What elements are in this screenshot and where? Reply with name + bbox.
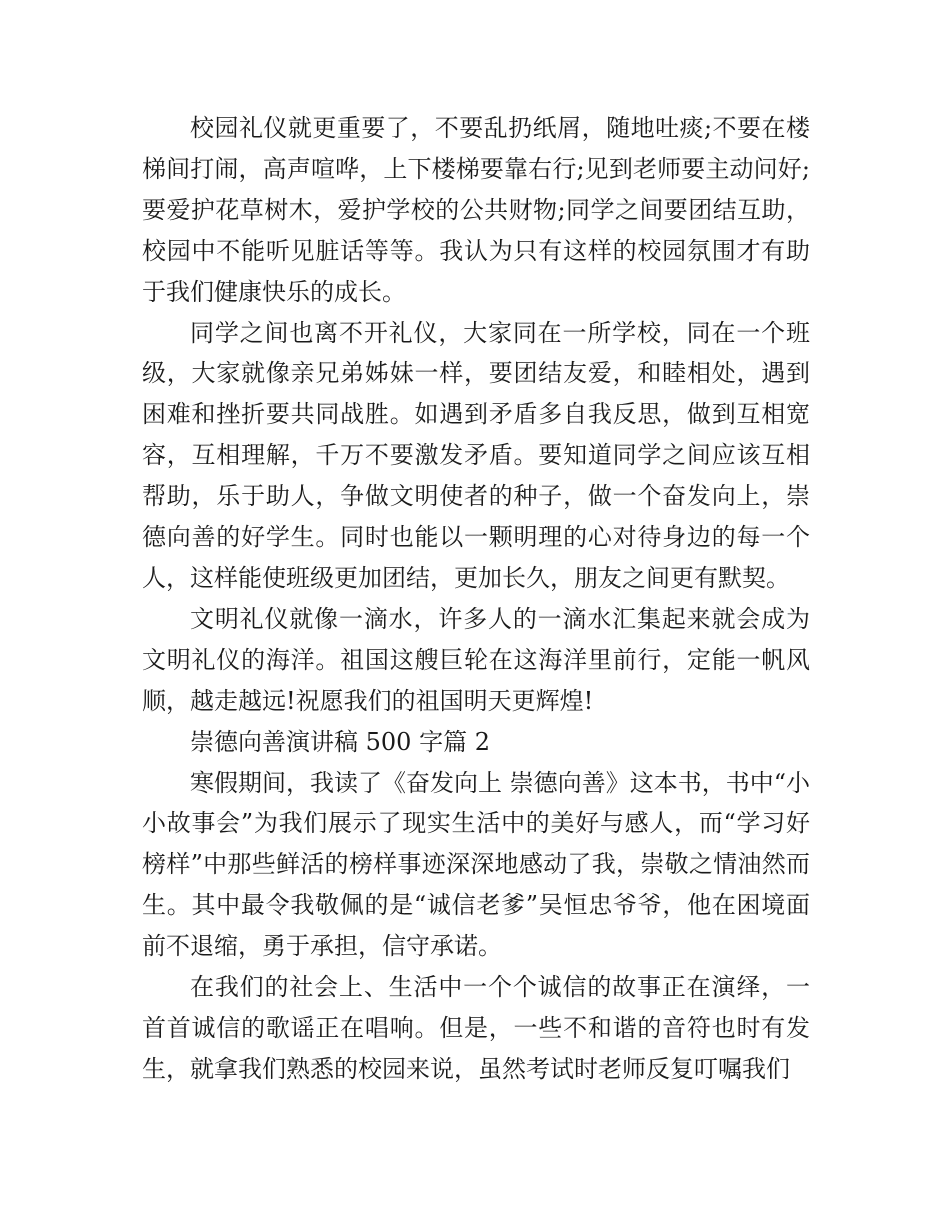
paragraph-winter-reading: 寒假期间，我读了《奋发向上 崇德向善》这本书，书中“小小故事会”为我们展示了现实生活中的美好与感人，而“学习好榜样”中那些鲜活的榜样事迹深深地感动了我，崇敬之情油然而生。其中最令我敬佩的是“诚信老爹”吴恒忠爷爷，他在困境面前不退缩，勇于承担，信守承诺。 xyxy=(142,768,810,961)
section-heading: 崇德向善演讲稿 500 字篇 2 xyxy=(190,727,490,756)
paragraph-campus-etiquette: 校园礼仪就更重要了，不要乱扔纸屑，随地吐痰;不要在楼梯间打闹，高声喧哗，上下楼梯要靠右行;见到老师要主动问好;要爱护花草树木，爱护学校的公共财物;同学之间要团结互助，校园中不能听见脏话等等。我认为只有这样的校园氛围才有助于我们健康快乐的成长。 xyxy=(142,114,810,306)
paragraph-integrity-stories: 在我们的社会上、生活中一个个诚信的故事正在演绎，一首首诚信的歌谣正在唱响。但是，一些不和谐的音符也时有发生，就拿我们熟悉的校园来说，虽然考试时老师反复叮嘱我们 xyxy=(142,973,810,1083)
document-body xyxy=(142,108,810,1090)
paragraph-civility-ocean: 文明礼仪就像一滴水，许多人的一滴水汇集起来就会成为文明礼仪的海洋。祖国这艘巨轮在这海洋里前行，定能一帆风顺，越走越远!祝愿我们的祖国明天更辉煌! xyxy=(142,604,810,715)
paragraph-classmate-etiquette: 同学之间也离不开礼仪，大家同在一所学校，同在一个班级，大家就像亲兄弟姊妹一样，要团结友爱，和睦相处，遇到困难和挫折要共同战胜。如遇到矛盾多自我反思，做到互相宽容，互相理解，千万不要激发矛盾。要知道同学之间应该互相帮助，乐于助人，争做文明使者的种子，做一个奋发向上，崇德向善的好学生。同时也能以一颗明理的心对待身边的每一个人，这样能使班级更加团结，更加长久，朋友之间更有默契。 xyxy=(142,318,810,592)
